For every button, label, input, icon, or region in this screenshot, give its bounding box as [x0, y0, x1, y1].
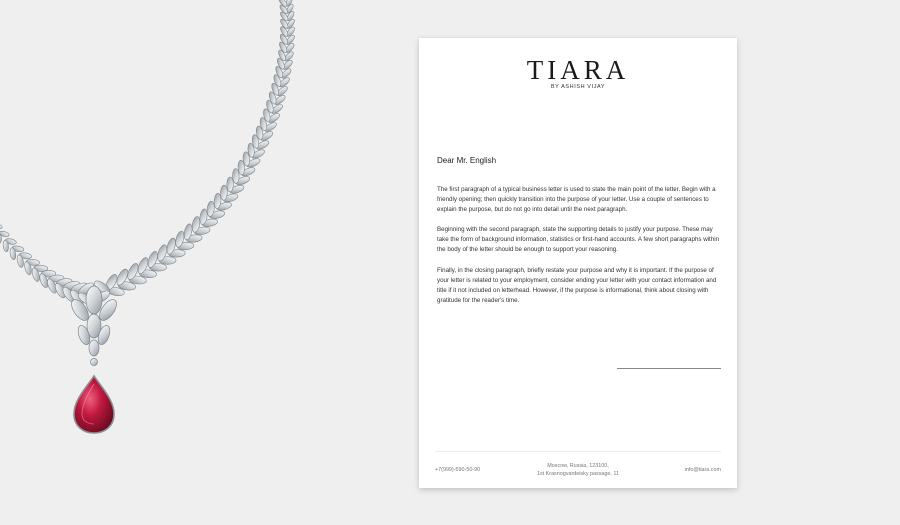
signature-line	[617, 368, 721, 369]
footer-address	[519, 462, 637, 478]
letter-paragraph-3: Finally, in the closing paragraph, briefly restate your purpose and why it is important. If the purpose of your letter is related to your employment, consider ending your letter with your contact information and title if it not included on letterhead. However, if the purpose is informational, think about closing with gratitude for the reader's time.	[437, 266, 717, 304]
chain-stone	[0, 222, 3, 229]
brand-tagline: BY ASHISH VIJAY	[550, 84, 606, 90]
letter-greeting: Dear Mr. English	[437, 156, 497, 165]
letter-paragraph-1: The first paragraph of a typical business letter is used to state the main point of the letter. Begin with a friendly opening; then quickly transition into the purpose of your letter. Use a couple of sentences to explain the purpose, but do not go into detail until the next paragraph.	[437, 186, 716, 214]
chain-stone	[227, 177, 234, 192]
footer-address-line-1: Moscow, Russia, 123100,	[547, 463, 609, 469]
letter-body	[437, 185, 721, 316]
letterhead-page	[419, 38, 737, 488]
brand-logo: TIARA	[526, 55, 630, 85]
footer-address-line-2: 1st Krasnogvardeisky passage, 11	[536, 471, 619, 477]
necklace-chain	[0, 0, 296, 307]
ruby-pendant	[74, 376, 114, 433]
footer-email: info@tiara.com	[684, 467, 721, 473]
footer-phone: +7(999)-590-50-90	[435, 467, 481, 473]
letter-paragraph-2: Beginning with the second paragraph, state the supporting details to justify your purpose. These may take the form of background information, statistics or first-hand accounts. A few short paragraphs within the body of the letter should be enough to support your reasoning.	[437, 226, 720, 254]
necklace-image	[0, 0, 320, 525]
footer-divider	[435, 451, 721, 452]
